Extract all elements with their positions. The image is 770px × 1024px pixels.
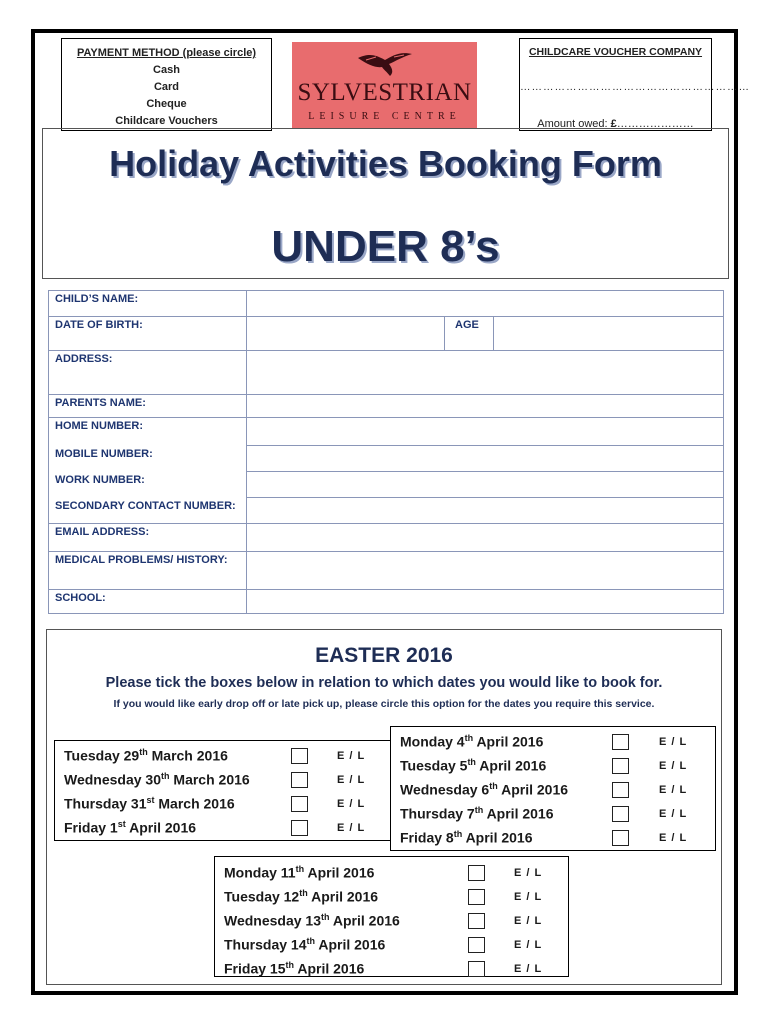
early-late-option[interactable]: E / L (659, 736, 688, 748)
early-late-option[interactable]: E / L (514, 963, 543, 975)
date-checkbox[interactable] (612, 830, 629, 846)
home-number-field[interactable] (247, 418, 724, 446)
age-group-title: UNDER 8’s (271, 222, 500, 271)
date-row (215, 936, 568, 960)
address-label: ADDRESS: (49, 351, 247, 395)
date-checkbox[interactable] (612, 782, 629, 798)
work-number-label: WORK NUMBER: (49, 472, 247, 498)
payment-method-title: PAYMENT METHOD (please circle) (76, 47, 257, 59)
date-checkbox[interactable] (468, 937, 485, 953)
home-number-label: HOME NUMBER: (49, 418, 247, 446)
easter-booking-section (46, 629, 722, 985)
parents-name-field[interactable] (247, 395, 724, 418)
date-label: Thursday 31st March 2016 (64, 795, 235, 812)
amount-owed-field[interactable]: ………………… (616, 118, 694, 130)
date-checkbox[interactable] (291, 796, 308, 812)
date-checkbox[interactable] (612, 806, 629, 822)
date-label: Friday 8th April 2016 (400, 829, 533, 846)
dates-week-2 (390, 726, 716, 851)
date-row (215, 960, 568, 984)
early-late-option[interactable]: E / L (514, 867, 543, 879)
date-label: Wednesday 30th March 2016 (64, 771, 250, 788)
date-row (215, 864, 568, 888)
booking-form-page (31, 29, 750, 995)
date-checkbox[interactable] (291, 772, 308, 788)
medical-field[interactable] (247, 552, 724, 590)
early-late-option[interactable]: E / L (514, 891, 543, 903)
early-late-option[interactable]: E / L (659, 784, 688, 796)
currency-symbol: £ (610, 118, 617, 130)
date-label: Tuesday 12th April 2016 (224, 888, 379, 905)
easter-instruction: Please tick the boxes below in relation to which dates you would like to book for. (105, 675, 663, 691)
date-row (215, 912, 568, 936)
age-field[interactable] (494, 317, 724, 351)
logo-name: SYLVESTRIAN (297, 79, 472, 106)
early-late-option[interactable]: E / L (337, 822, 366, 834)
secondary-contact-label: SECONDARY CONTACT NUMBER: (49, 498, 247, 524)
date-row (391, 733, 715, 757)
early-late-option[interactable]: E / L (337, 774, 366, 786)
date-label: Thursday 7th April 2016 (400, 805, 554, 822)
childs-name-field[interactable] (247, 291, 724, 317)
date-label: Tuesday 29th March 2016 (64, 747, 228, 764)
logo-subtitle: LEISURE CENTRE (308, 111, 461, 122)
secondary-contact-field[interactable] (247, 498, 724, 524)
childs-name-label: CHILD’S NAME: (49, 291, 247, 317)
child-details-table (48, 290, 724, 614)
payment-option-vouchers[interactable]: Childcare Vouchers (115, 115, 218, 127)
voucher-company-title: CHILDCARE VOUCHER COMPANY (528, 46, 703, 58)
payment-method-box (61, 38, 272, 131)
easter-title: EASTER 2016 (315, 644, 453, 667)
bird-logo-icon (356, 48, 414, 78)
mobile-number-label: MOBILE NUMBER: (49, 446, 247, 472)
address-field[interactable] (247, 351, 724, 395)
date-checkbox[interactable] (612, 734, 629, 750)
email-label: EMAIL ADDRESS: (49, 524, 247, 552)
date-checkbox[interactable] (468, 865, 485, 881)
early-late-option[interactable]: E / L (659, 808, 688, 820)
date-label: Friday 15th April 2016 (224, 960, 365, 977)
medical-label: MEDICAL PROBLEMS/ HISTORY: (49, 552, 247, 590)
mobile-number-field[interactable] (247, 446, 724, 472)
date-row (55, 747, 390, 771)
early-late-option[interactable]: E / L (659, 760, 688, 772)
dates-week-3 (214, 856, 569, 977)
amount-owed-label: Amount owed: (537, 118, 611, 130)
date-checkbox[interactable] (468, 913, 485, 929)
payment-option-cash[interactable]: Cash (153, 64, 180, 76)
easter-note: If you would like early drop off or late pick up, please circle this option for the dates you require this service. (113, 698, 655, 710)
early-late-option[interactable]: E / L (514, 939, 543, 951)
early-late-option[interactable]: E / L (337, 798, 366, 810)
dates-week-1 (54, 740, 391, 841)
date-label: Monday 11th April 2016 (224, 864, 375, 881)
date-checkbox[interactable] (291, 820, 308, 836)
date-row (55, 819, 390, 843)
voucher-company-field[interactable]: …………………………………………………… (520, 81, 750, 93)
date-row (391, 757, 715, 781)
dob-label: DATE OF BIRTH: (49, 317, 247, 351)
date-label: Wednesday 6th April 2016 (400, 781, 569, 798)
voucher-company-box (519, 38, 750, 131)
form-title: Holiday Activities Booking Form (109, 143, 662, 184)
dob-field[interactable] (247, 317, 445, 351)
date-row (391, 805, 715, 829)
date-checkbox[interactable] (612, 758, 629, 774)
date-label: Tuesday 5th April 2016 (400, 757, 547, 774)
age-label: AGE (445, 317, 494, 351)
school-label: SCHOOL: (49, 590, 247, 614)
date-row (55, 771, 390, 795)
date-row (55, 795, 390, 819)
date-row (391, 829, 715, 853)
school-field[interactable] (247, 590, 724, 614)
date-label: Wednesday 13th April 2016 (224, 912, 400, 929)
date-label: Thursday 14th April 2016 (224, 936, 386, 953)
early-late-option[interactable]: E / L (337, 750, 366, 762)
date-row (215, 888, 568, 912)
date-checkbox[interactable] (468, 961, 485, 977)
early-late-option[interactable]: E / L (514, 915, 543, 927)
date-label: Monday 4th April 2016 (400, 733, 544, 750)
payment-option-card[interactable]: Card (153, 81, 180, 93)
parents-name-label: PARENTS NAME: (49, 395, 247, 418)
date-row (391, 781, 715, 805)
date-label: Friday 1st April 2016 (64, 819, 197, 836)
date-checkbox[interactable] (468, 889, 485, 905)
date-checkbox[interactable] (291, 748, 308, 764)
work-number-field[interactable] (247, 472, 724, 498)
title-box (42, 128, 729, 279)
early-late-option[interactable]: E / L (659, 832, 688, 844)
sylvestrian-logo (292, 42, 477, 128)
payment-option-cheque[interactable]: Cheque (146, 98, 187, 110)
email-field[interactable] (247, 524, 724, 552)
